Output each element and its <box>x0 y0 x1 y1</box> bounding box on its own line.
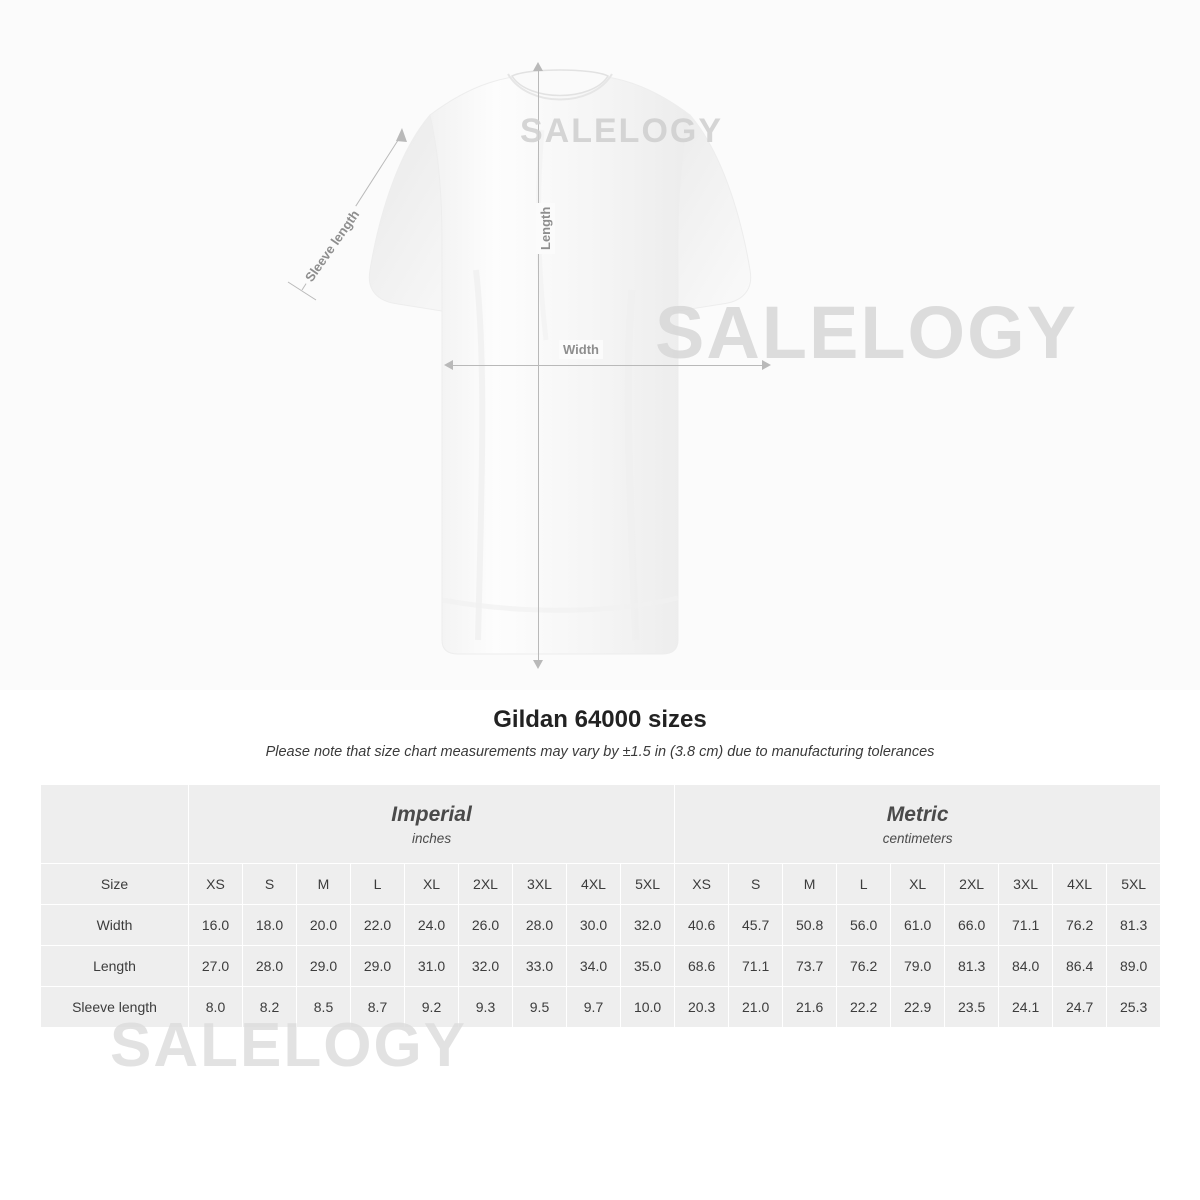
imperial-header <box>189 785 675 864</box>
cell-length-imp-4: 31.0 <box>405 946 459 987</box>
cell-length-met-0: 68.6 <box>675 946 729 987</box>
metric-header <box>675 785 1161 864</box>
cell-width-met-1: 45.7 <box>729 905 783 946</box>
size-col-imp-2: M <box>297 864 351 905</box>
width-arrow-left <box>444 360 453 370</box>
size-col-imp-3: L <box>351 864 405 905</box>
length-arrow-top <box>533 62 543 71</box>
size-col-met-3: L <box>837 864 891 905</box>
cell-length-met-3: 76.2 <box>837 946 891 987</box>
page-title: Gildan 64000 sizes <box>493 706 707 733</box>
cell-sleeve-imp-3: 8.7 <box>351 987 405 1028</box>
size-col-met-6: 3XL <box>999 864 1053 905</box>
cell-length-imp-6: 33.0 <box>513 946 567 987</box>
cell-sleeve-met-3: 22.2 <box>837 987 891 1028</box>
sleeve-length-label: Sleeve length <box>298 203 366 289</box>
size-col-imp-8: 5XL <box>621 864 675 905</box>
cell-length-imp-7: 34.0 <box>567 946 621 987</box>
cell-length-imp-5: 32.0 <box>459 946 513 987</box>
cell-sleeve-imp-4: 9.2 <box>405 987 459 1028</box>
watermark-table: SALELOGY <box>110 1011 468 1080</box>
cell-length-imp-1: 28.0 <box>243 946 297 987</box>
row-label-sleeve-length: Sleeve length <box>41 987 189 1028</box>
size-col-imp-7: 4XL <box>567 864 621 905</box>
tolerance-note: Please note that size chart measurements may vary by ±1.5 in (3.8 cm) due to manufacturing tolerances <box>265 744 935 760</box>
width-label: Width <box>559 340 603 359</box>
cell-length-met-2: 73.7 <box>783 946 837 987</box>
cell-sleeve-met-0: 20.3 <box>675 987 729 1028</box>
size-col-imp-4: XL <box>405 864 459 905</box>
cell-width-met-7: 76.2 <box>1053 905 1107 946</box>
table-size-header-row <box>41 864 1161 905</box>
cell-width-imp-6: 28.0 <box>513 905 567 946</box>
cell-sleeve-imp-6: 9.5 <box>513 987 567 1028</box>
cell-length-imp-2: 29.0 <box>297 946 351 987</box>
size-chart-table <box>40 784 1161 1028</box>
tshirt-illustration <box>280 40 840 660</box>
watermark-shirt-large: SALELOGY <box>655 291 1079 374</box>
size-col-met-0: XS <box>675 864 729 905</box>
length-measure-line <box>538 70 539 666</box>
cell-width-imp-8: 32.0 <box>621 905 675 946</box>
cell-width-met-5: 66.0 <box>945 905 999 946</box>
cell-width-met-4: 61.0 <box>891 905 945 946</box>
metric-title: Metric <box>886 802 949 826</box>
cell-length-met-8: 89.0 <box>1107 946 1161 987</box>
cell-length-imp-0: 27.0 <box>189 946 243 987</box>
imperial-title: Imperial <box>391 802 472 826</box>
cell-width-met-0: 40.6 <box>675 905 729 946</box>
size-col-met-7: 4XL <box>1053 864 1107 905</box>
cell-length-met-6: 84.0 <box>999 946 1053 987</box>
cell-sleeve-met-6: 24.1 <box>999 987 1053 1028</box>
size-col-met-5: 2XL <box>945 864 999 905</box>
metric-subtitle: centimeters <box>882 831 953 847</box>
cell-sleeve-met-1: 21.0 <box>729 987 783 1028</box>
cell-width-met-6: 71.1 <box>999 905 1053 946</box>
watermark-shirt-small: SALELOGY <box>520 112 724 150</box>
cell-width-imp-4: 24.0 <box>405 905 459 946</box>
cell-sleeve-met-8: 25.3 <box>1107 987 1161 1028</box>
cell-width-met-3: 56.0 <box>837 905 891 946</box>
table-row <box>41 946 1161 987</box>
cell-width-imp-5: 26.0 <box>459 905 513 946</box>
row-label-length: Length <box>41 946 189 987</box>
size-col-imp-5: 2XL <box>459 864 513 905</box>
table-unit-header-row <box>41 785 1161 864</box>
size-chart-table-wrap <box>40 784 1160 1028</box>
cell-length-imp-3: 29.0 <box>351 946 405 987</box>
cell-sleeve-met-7: 24.7 <box>1053 987 1107 1028</box>
size-col-met-8: 5XL <box>1107 864 1161 905</box>
chart-title-block <box>0 706 1200 760</box>
row-label-width: Width <box>41 905 189 946</box>
table-row <box>41 905 1161 946</box>
cell-sleeve-met-5: 23.5 <box>945 987 999 1028</box>
size-col-imp-0: XS <box>189 864 243 905</box>
size-col-met-4: XL <box>891 864 945 905</box>
table-row <box>41 987 1161 1028</box>
cell-width-met-2: 50.8 <box>783 905 837 946</box>
cell-sleeve-met-2: 21.6 <box>783 987 837 1028</box>
length-arrow-bottom <box>533 660 543 669</box>
cell-sleeve-imp-7: 9.7 <box>567 987 621 1028</box>
cell-width-imp-7: 30.0 <box>567 905 621 946</box>
width-arrow-right <box>762 360 771 370</box>
cell-length-met-5: 81.3 <box>945 946 999 987</box>
cell-sleeve-imp-0: 8.0 <box>189 987 243 1028</box>
cell-width-imp-0: 16.0 <box>189 905 243 946</box>
cell-width-imp-2: 20.0 <box>297 905 351 946</box>
cell-sleeve-met-4: 22.9 <box>891 987 945 1028</box>
size-header-cell: Size <box>41 864 189 905</box>
size-col-imp-1: S <box>243 864 297 905</box>
cell-sleeve-imp-8: 10.0 <box>621 987 675 1028</box>
cell-sleeve-imp-5: 9.3 <box>459 987 513 1028</box>
imperial-subtitle: inches <box>412 831 452 847</box>
cell-length-met-4: 79.0 <box>891 946 945 987</box>
size-col-imp-6: 3XL <box>513 864 567 905</box>
cell-length-met-7: 86.4 <box>1053 946 1107 987</box>
cell-length-imp-8: 35.0 <box>621 946 675 987</box>
cell-length-met-1: 71.1 <box>729 946 783 987</box>
cell-sleeve-imp-1: 8.2 <box>243 987 297 1028</box>
length-label: Length <box>536 203 555 254</box>
sleeve-measure-line <box>280 90 480 340</box>
cell-width-imp-3: 22.0 <box>351 905 405 946</box>
size-col-met-2: M <box>783 864 837 905</box>
width-measure-line <box>452 365 768 366</box>
cell-width-imp-1: 18.0 <box>243 905 297 946</box>
cell-width-met-8: 81.3 <box>1107 905 1161 946</box>
size-col-met-1: S <box>729 864 783 905</box>
cell-sleeve-imp-2: 8.5 <box>297 987 351 1028</box>
table-corner-cell <box>41 785 189 864</box>
